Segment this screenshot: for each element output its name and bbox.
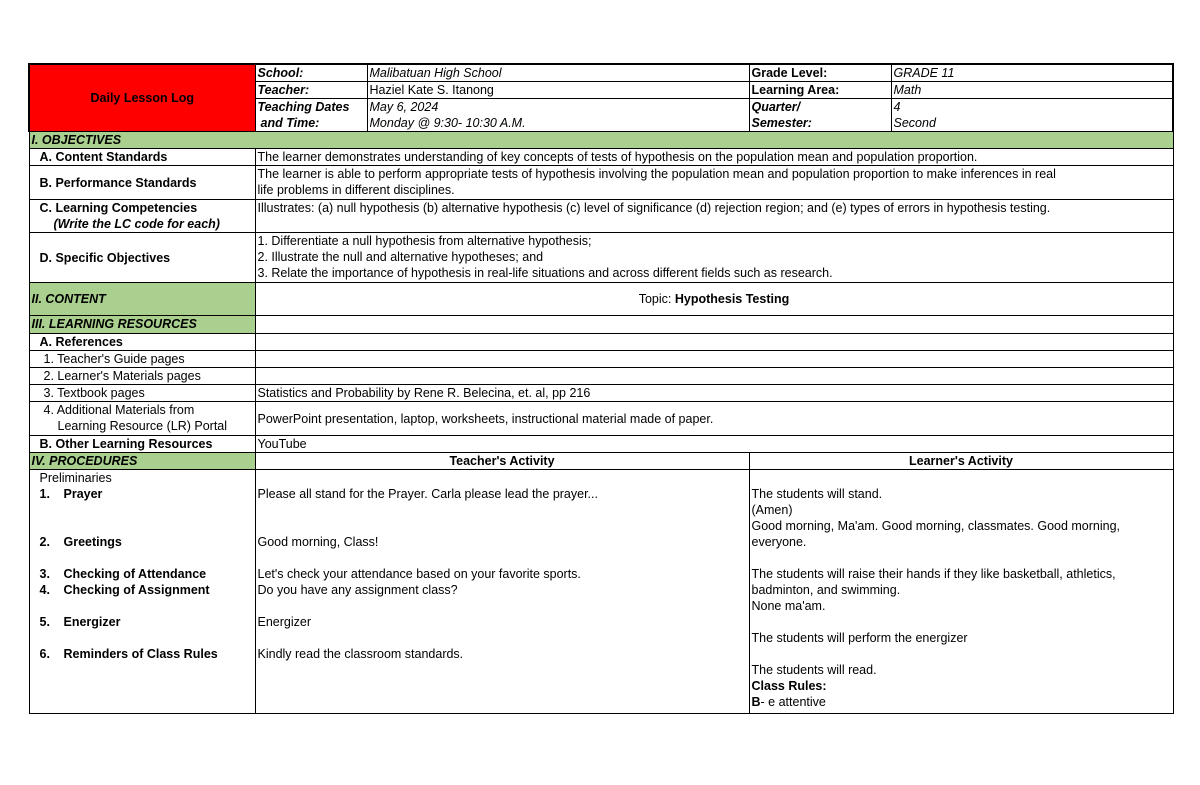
teacher-attendance: Let's check your attendance based on your favorite sports. xyxy=(257,567,581,581)
specific-objective-1: 1. Differentiate a null hypothesis from alternative hypothesis; xyxy=(257,234,592,248)
learner-line-7: None ma'am. xyxy=(751,599,826,613)
teacher-prayer: Please all stand for the Prayer. Carla please lead the prayer... xyxy=(257,487,598,501)
learner-line-6: badminton, and swimming. xyxy=(751,583,901,597)
specific-objective-3: 3. Relate the importance of hypothesis in real-life situations and across different fields such as research. xyxy=(257,266,833,280)
learners-materials-value xyxy=(255,368,1173,385)
textbook-pages-label: 3. Textbook pages xyxy=(29,385,255,402)
learner-line-3: Good morning, Ma'am. Good morning, classmates. Good morning, xyxy=(751,519,1121,533)
learner-line-8: The students will perform the energizer xyxy=(751,631,968,645)
learning-competencies-title: C. Learning Competencies xyxy=(39,201,198,215)
step-1-label: Prayer xyxy=(63,487,103,501)
additional-materials-line-1: 4. Additional Materials from xyxy=(43,403,195,417)
performance-standards-label: B. Performance Standards xyxy=(29,166,255,200)
textbook-pages-value: Statistics and Probability by Rene R. Belecina, et. al, pp 216 xyxy=(255,385,1173,402)
step-energizer xyxy=(40,614,253,630)
preliminaries-label: Preliminaries xyxy=(39,471,112,485)
performance-standards-value xyxy=(255,166,1173,200)
objectives-heading: I. OBJECTIVES xyxy=(29,132,1173,149)
teacher-assignment: Do you have any assignment class? xyxy=(257,583,458,597)
learner-line-4: everyone. xyxy=(751,535,807,549)
specific-objectives-value xyxy=(255,233,1173,283)
performance-line-2: life problems in different disciplines. xyxy=(257,183,455,197)
step-6-label: Reminders of Class Rules xyxy=(63,647,218,661)
step-1-num: 1. xyxy=(39,487,50,501)
teacher-value: Haziel Kate S. Itanong xyxy=(367,82,749,99)
procedure-steps xyxy=(29,470,255,714)
grade-level-label: Grade Level: xyxy=(749,64,891,82)
learning-resources-blank xyxy=(255,316,1173,334)
lesson-log-table xyxy=(28,63,1174,714)
topic-prefix: Topic: xyxy=(638,292,675,306)
topic-value: Hypothesis Testing xyxy=(674,292,790,306)
time-label xyxy=(255,115,367,132)
procedures-heading: IV. PROCEDURES xyxy=(29,453,255,470)
school-label: School: xyxy=(255,64,367,82)
learner-rule-1-text: - e attentive xyxy=(760,695,826,709)
step-prayer xyxy=(40,486,253,502)
teaching-dates-label: Teaching Dates xyxy=(255,99,367,116)
specific-objective-2: 2. Illustrate the null and alternative hypotheses; and xyxy=(257,250,544,264)
step-4-label: Checking of Assignment xyxy=(63,583,210,597)
references-value xyxy=(255,334,1173,351)
additional-materials-line-2: Learning Resource (LR) Portal xyxy=(57,419,228,433)
learning-resources-heading: III. LEARNING RESOURCES xyxy=(29,316,255,334)
step-6-num: 6. xyxy=(39,647,50,661)
step-3-label: Checking of Attendance xyxy=(63,567,207,581)
content-standards-label: A. Content Standards xyxy=(29,149,255,166)
learning-area-label: Learning Area: xyxy=(749,82,891,99)
learning-competencies-value: Illustrates: (a) null hypothesis (b) alternative hypothesis (c) level of significance (d) rejection region; and (e) types of errors in hypothesis testing. xyxy=(255,200,1173,233)
references-label: A. References xyxy=(29,334,255,351)
additional-materials-value: PowerPoint presentation, laptop, worksheets, instructional material made of paper. xyxy=(255,402,1173,436)
specific-objectives-label: D. Specific Objectives xyxy=(29,233,255,283)
step-assignment xyxy=(40,582,253,598)
topic-cell xyxy=(255,283,1173,316)
learner-rule-1 xyxy=(752,694,1171,710)
semester-value: Second xyxy=(891,115,1173,132)
step-5-num: 5. xyxy=(39,615,50,629)
learner-line-5: The students will raise their hands if they like basketball, athletics, xyxy=(751,567,1116,581)
step-5-label: Energizer xyxy=(63,615,121,629)
lesson-log-title: Daily Lesson Log xyxy=(29,64,255,132)
learning-area-value: Math xyxy=(891,82,1173,99)
content-heading: II. CONTENT xyxy=(29,283,255,316)
additional-materials-label xyxy=(29,402,255,436)
other-resources-label: B. Other Learning Resources xyxy=(29,436,255,453)
teacher-greetings: Good morning, Class! xyxy=(257,535,379,549)
step-2-num: 2. xyxy=(39,535,50,549)
learners-materials-label: 2. Learner's Materials pages xyxy=(29,368,255,385)
teacher-energizer: Energizer xyxy=(257,615,311,629)
step-3-num: 3. xyxy=(39,567,50,581)
learner-activity-header: Learner's Activity xyxy=(749,453,1173,470)
step-4-num: 4. xyxy=(39,583,50,597)
lc-code-note: (Write the LC code for each) xyxy=(53,217,220,231)
teaching-date-value: May 6, 2024 xyxy=(367,99,749,116)
teacher-activity-header: Teacher's Activity xyxy=(255,453,749,470)
teachers-guide-label: 1. Teacher's Guide pages xyxy=(29,351,255,368)
teaching-time-value: Monday @ 9:30- 10:30 A.M. xyxy=(367,115,749,132)
learning-competencies-label xyxy=(29,200,255,233)
learner-class-rules-title: Class Rules: xyxy=(751,679,827,693)
learner-line-9: The students will read. xyxy=(751,663,877,677)
learner-activity-cell xyxy=(749,470,1173,714)
content-standards-value: The learner demonstrates understanding of key concepts of tests of hypothesis on the population mean and population proportion. xyxy=(255,149,1173,166)
grade-level-value: GRADE 11 xyxy=(891,64,1173,82)
learner-line-1: The students will stand. xyxy=(751,487,883,501)
quarter-value: 4 xyxy=(891,99,1173,116)
other-resources-value: YouTube xyxy=(255,436,1173,453)
quarter-label: Quarter/ xyxy=(749,99,891,116)
teacher-label: Teacher: xyxy=(255,82,367,99)
step-greetings xyxy=(40,534,253,550)
step-class-rules xyxy=(40,646,253,662)
daily-lesson-log xyxy=(28,63,1172,714)
performance-line-1: The learner is able to perform appropriate tests of hypothesis involving the population mean and population proportion to make inferences in real xyxy=(257,167,1056,181)
teachers-guide-value xyxy=(255,351,1173,368)
time-label-text: and Time: xyxy=(260,116,320,130)
step-2-label: Greetings xyxy=(63,535,122,549)
semester-label: Semester: xyxy=(749,115,891,132)
step-attendance xyxy=(40,566,253,582)
learner-rule-1-letter: B xyxy=(751,695,761,709)
teacher-activity-cell xyxy=(255,470,749,714)
teacher-class-rules: Kindly read the classroom standards. xyxy=(257,647,464,661)
learner-line-2: (Amen) xyxy=(751,503,793,517)
school-value: Malibatuan High School xyxy=(367,64,749,82)
